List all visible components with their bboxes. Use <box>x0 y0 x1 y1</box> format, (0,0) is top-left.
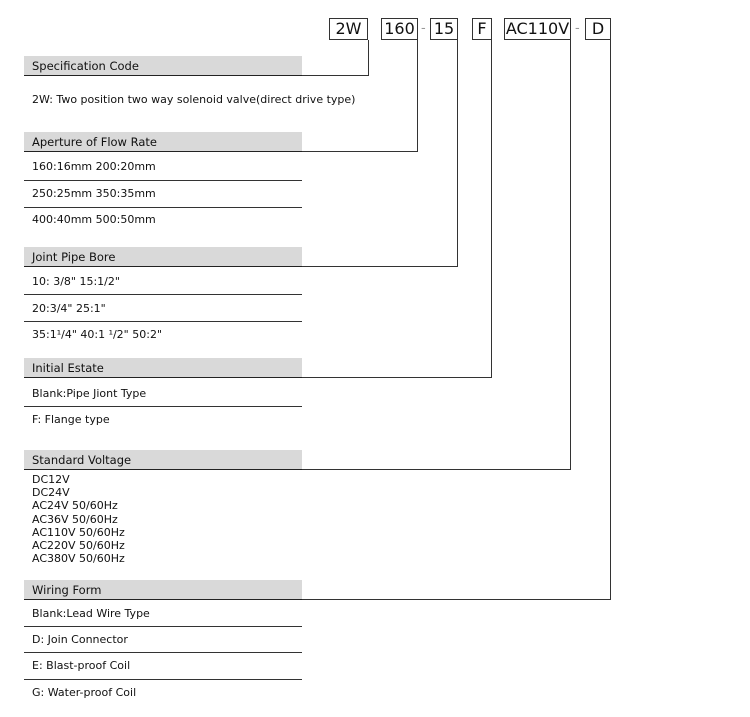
section-header-specification: Specification Code <box>24 56 302 76</box>
section-underline <box>24 377 302 378</box>
aperture-row: 160:16mm 200:20mm <box>32 160 156 173</box>
row-divider <box>24 626 302 627</box>
connector-voltage-horizontal <box>302 469 571 470</box>
section-header-wiring: Wiring Form <box>24 580 302 600</box>
code-box-joint: 15 <box>430 18 458 40</box>
connector-type-horizontal <box>302 75 369 76</box>
connector-type-vertical <box>368 40 369 76</box>
section-underline <box>24 266 302 267</box>
initial-row: Blank:Pipe Jiont Type <box>32 387 147 400</box>
voltage-row: AC110V 50/60Hz <box>32 526 125 539</box>
connector-joint-vertical <box>457 40 458 267</box>
wiring-row: Blank:Lead Wire Type <box>32 607 150 620</box>
initial-row: F: Flange type <box>32 413 110 426</box>
code-box-aperture: 160 <box>381 18 418 40</box>
spec-row: 2W: Two position two way solenoid valve(direct drive type) <box>32 93 356 106</box>
section-header-aperture: Aperture of Flow Rate <box>24 132 302 152</box>
connector-joint-horizontal <box>302 266 458 267</box>
voltage-row: DC12V <box>32 473 70 486</box>
connector-initial-horizontal <box>302 377 492 378</box>
code-box-voltage: AC110V <box>505 19 570 38</box>
voltage-row: AC36V 50/60Hz <box>32 513 118 526</box>
joint-row: 10: 3/8" 15:1/2" <box>32 275 120 288</box>
wiring-row: D: Join Connector <box>32 633 128 646</box>
section-underline <box>24 469 302 470</box>
section-underline <box>24 599 302 600</box>
aperture-row: 250:25mm 350:35mm <box>32 187 156 200</box>
connector-wiring-horizontal <box>302 599 611 600</box>
section-header-voltage: Standard Voltage <box>24 450 302 470</box>
section-underline <box>24 151 302 152</box>
row-divider <box>24 294 302 295</box>
code-box-type: 2W <box>329 18 368 40</box>
connector-wiring-vertical <box>610 40 611 600</box>
wiring-row: E: Blast-proof Coil <box>32 659 131 672</box>
row-divider <box>24 679 302 680</box>
joint-row: 20:3/4" 25:1" <box>32 302 106 315</box>
voltage-row: AC380V 50/60Hz <box>32 552 125 565</box>
connector-initial-vertical <box>491 40 492 378</box>
connector-aperture-vertical <box>417 40 418 152</box>
voltage-row: AC220V 50/60Hz <box>32 539 125 552</box>
section-header-initial: Initial Estate <box>24 358 302 378</box>
code-separator: - <box>575 21 580 36</box>
row-divider <box>24 321 302 322</box>
row-divider <box>24 207 302 208</box>
section-underline <box>24 75 302 76</box>
wiring-row: G: Water-proof Coil <box>32 686 137 699</box>
code-box-wiring: D <box>585 18 611 40</box>
row-divider <box>24 652 302 653</box>
section-header-joint: Joint Pipe Bore <box>24 247 302 267</box>
code-separator: - <box>421 21 426 36</box>
connector-aperture-horizontal <box>302 151 418 152</box>
connector-voltage-vertical <box>570 40 571 470</box>
row-divider <box>24 406 302 407</box>
aperture-row: 400:40mm 500:50mm <box>32 213 156 226</box>
voltage-row: DC24V <box>32 486 70 499</box>
joint-row: 35:1¹/4" 40:1 ¹/2" 50:2" <box>32 328 163 341</box>
row-divider <box>24 180 302 181</box>
code-box-initial: F <box>472 18 492 40</box>
voltage-row: AC24V 50/60Hz <box>32 499 118 512</box>
